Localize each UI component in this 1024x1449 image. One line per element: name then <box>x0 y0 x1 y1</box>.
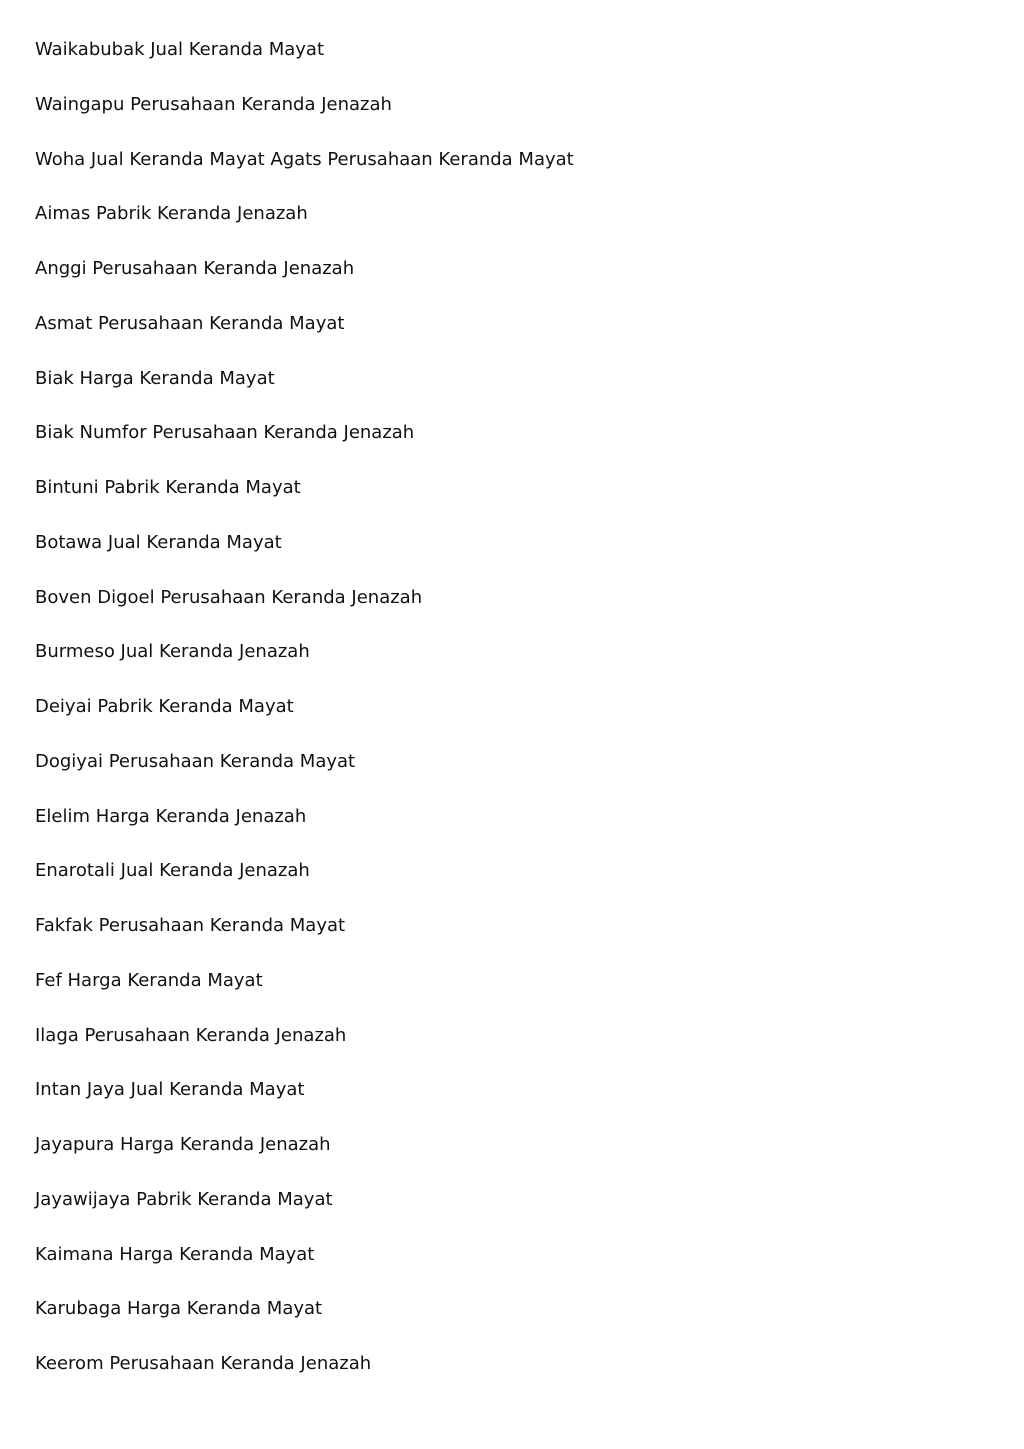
text-line: Boven Digoel Perusahaan Keranda Jenazah <box>35 586 423 608</box>
text-line: Keerom Perusahaan Keranda Jenazah <box>35 1353 372 1374</box>
text-line: Elelim Harga Keranda Jenazah <box>35 805 307 827</box>
text-line: Biak Numfor Perusahaan Keranda Jenazah <box>35 422 415 444</box>
text-line: Ilaga Perusahaan Keranda Jenazah <box>35 1024 347 1046</box>
text-line: Kaimana Harga Keranda Mayat <box>35 1243 315 1265</box>
text-line: Anggi Perusahaan Keranda Jenazah <box>35 258 355 279</box>
text-line: Aimas Pabrik Keranda Jenazah <box>35 203 308 225</box>
text-line-list <box>35 36 574 1405</box>
text-line: Dogiyai Perusahaan Keranda Mayat <box>35 750 356 772</box>
text-line: Jayawijaya Pabrik Keranda Mayat <box>35 1188 333 1210</box>
text-line: Bintuni Pabrik Keranda Mayat <box>35 477 301 498</box>
text-line: Fef Harga Keranda Mayat <box>35 969 263 991</box>
text-line: Deiyai Pabrik Keranda Mayat <box>35 696 294 717</box>
text-line: Waingapu Perusahaan Keranda Jenazah <box>35 93 392 115</box>
text-line: Botawa Jual Keranda Mayat <box>35 531 282 553</box>
text-line: Woha Jual Keranda Mayat Agats Perusahaan Keranda Mayat <box>35 148 574 170</box>
text-line: Intan Jaya Jual Keranda Mayat <box>35 1079 305 1101</box>
text-line: Fakfak Perusahaan Keranda Mayat <box>35 915 346 936</box>
text-line: Asmat Perusahaan Keranda Mayat <box>35 312 345 334</box>
text-line: Biak Harga Keranda Mayat <box>35 367 275 389</box>
text-line: Enarotali Jual Keranda Jenazah <box>35 860 310 882</box>
text-line: Burmeso Jual Keranda Jenazah <box>35 641 310 663</box>
text-line: Jayapura Harga Keranda Jenazah <box>35 1134 331 1155</box>
text-line: Waikabubak Jual Keranda Mayat <box>35 39 325 60</box>
text-line: Karubaga Harga Keranda Mayat <box>35 1298 323 1320</box>
